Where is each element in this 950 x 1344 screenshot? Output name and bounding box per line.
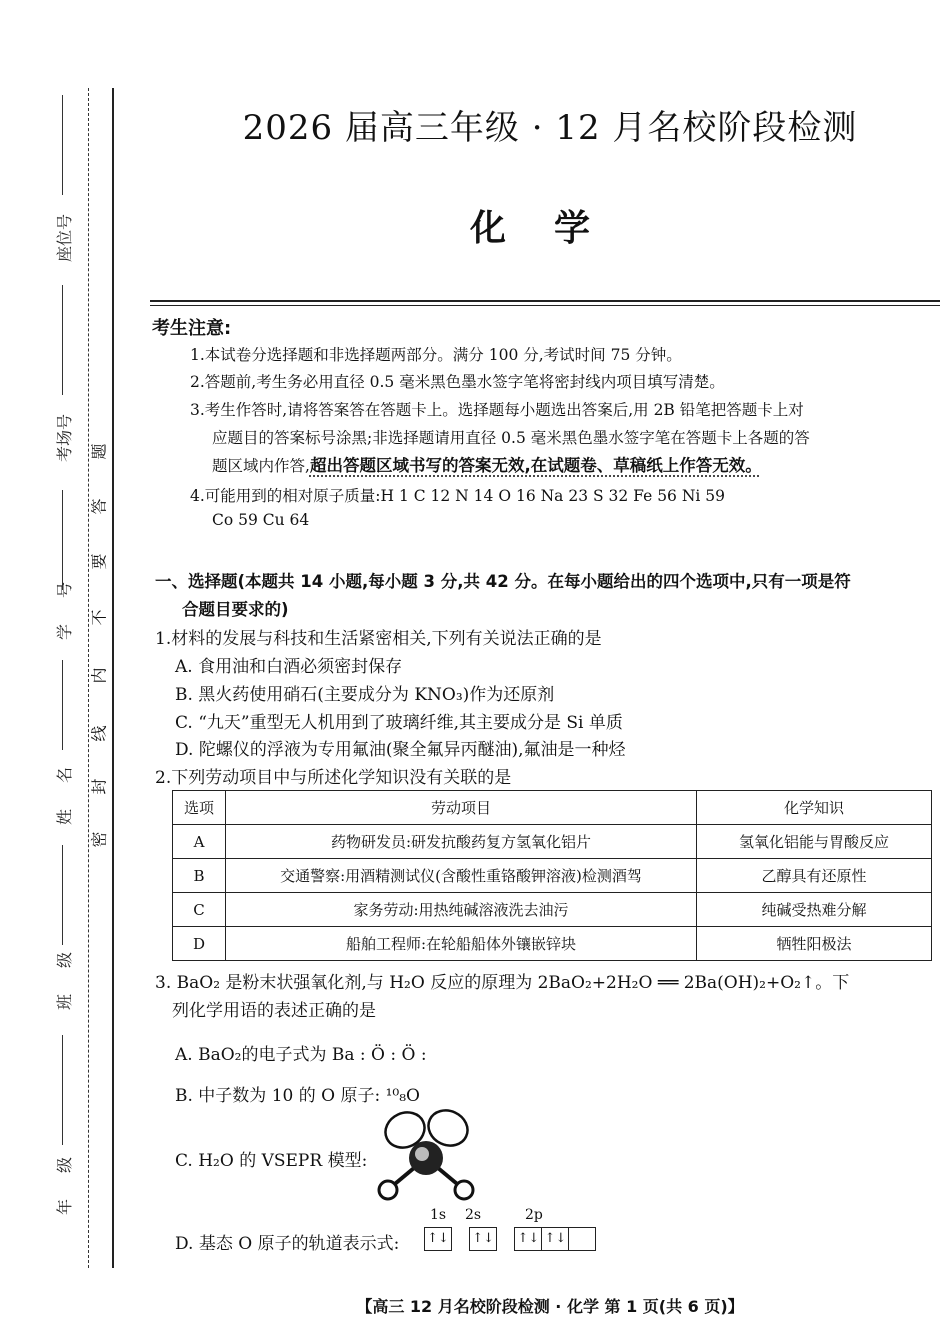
hydrogen-atom (455, 1181, 473, 1199)
seal-char: 题 (89, 443, 109, 460)
notice-heading: 考生注意: (152, 318, 232, 339)
grade-label: 年级 (55, 1130, 74, 1215)
table-cell: 乙醇具有还原性 (697, 859, 932, 893)
orbital-label: 2p (525, 1207, 543, 1223)
orbital-box (569, 1227, 596, 1251)
seat-label: 座位号 (55, 213, 74, 262)
notice-item: 3.考生作答时,请将答案答在答题卡上。选择题每小题选出答案后,用 2B 铅笔把答题卡上对 (190, 401, 804, 419)
name-label: 姓名 (55, 740, 74, 825)
margin-line (62, 95, 63, 195)
option-a: A. BaO₂的电子式为 Ba : Ö : Ö : (175, 1045, 427, 1065)
section-heading: 一、选择题(本题共 14 小题,每小题 3 分,共 42 分。在每小题给出的四个选项中,只有一项是符 (155, 572, 851, 591)
table-row (173, 825, 932, 859)
question-stem: 1.材料的发展与科技和生活紧密相关,下列有关说法正确的是 (155, 629, 602, 649)
orbital-label: 1s (430, 1207, 447, 1223)
table-cell: 船舶工程师:在轮船船体外镶嵌锌块 (226, 927, 697, 961)
option-d: D. 基态 O 原子的轨道表示式: (175, 1234, 400, 1254)
option-a: A. 食用油和白酒必须密封保存 (175, 657, 403, 677)
seal-char: 要 (89, 553, 109, 570)
table-cell: B (173, 859, 226, 893)
table-cell: D (173, 927, 226, 961)
seal-char: 密 (89, 831, 109, 848)
table-header-row (173, 791, 932, 825)
table-header: 劳动项目 (226, 791, 697, 825)
notice-item: 应题目的答案标号涂黑;非选择题请用直径 0.5 毫米黑色墨水签字笔在答题卡上各题的答 (212, 429, 810, 447)
seal-char: 封 (89, 778, 109, 795)
table-header: 选项 (173, 791, 226, 825)
vsepr-model-figure (370, 1108, 490, 1208)
table-row (173, 859, 932, 893)
question-stem: 2.下列劳动项目中与所述化学知识没有关联的是 (155, 768, 512, 788)
notice-item: 2.答题前,考生务必用直径 0.5 毫米黑色墨水签字笔将密封线内项目填写清楚。 (190, 373, 725, 391)
notice-emphasis: 超出答题区域书写的答案无效,在试题卷、草稿纸上作答无效。 (309, 456, 762, 475)
seal-char: 不 (89, 609, 109, 626)
notice-item: Co 59 Cu 64 (212, 511, 310, 529)
orbital-diagram (424, 1227, 596, 1251)
option-b: B. 黑火药使用硝石(主要成分为 KNO₃)作为还原剂 (175, 685, 555, 705)
exam-room-label: 考场号 (55, 413, 74, 462)
table-cell: C (173, 893, 226, 927)
exam-title: 2026 届高三年级 · 12 月名校阶段检测 (242, 108, 858, 148)
table-cell: A (173, 825, 226, 859)
orbital-box: ↑↓ (514, 1227, 542, 1251)
option-d: D. 陀螺仪的浮液为专用氟油(聚全氟异丙醚油),氟油是一种烃 (175, 740, 626, 760)
atom-highlight (415, 1147, 429, 1161)
question-stem: 3. BaO₂ 是粉末状强氧化剂,与 H₂O 反应的原理为 2BaO₂+2H₂O ══ 2Ba(OH)₂+O₂↑。下 (155, 973, 850, 993)
notice-item (212, 452, 762, 476)
option-c: C. “九天”重型无人机用到了玻璃纤维,其主要成分是 Si 单质 (175, 713, 623, 733)
class-label: 班级 (55, 925, 74, 1010)
seal-solid-line (112, 88, 114, 1268)
table-cell: 交通警察:用酒精测试仪(含酸性重铬酸钾溶液)检测酒驾 (226, 859, 697, 893)
table-cell: 家务劳动:用热纯碱溶液洗去油污 (226, 893, 697, 927)
seal-char: 线 (89, 725, 109, 742)
table-cell: 氢氧化铝能与胃酸反应 (697, 825, 932, 859)
section-heading: 合题目要求的) (182, 600, 289, 619)
table-row (173, 893, 932, 927)
seal-char: 内 (89, 667, 109, 684)
orbital-box: ↑↓ (424, 1227, 452, 1251)
option-b: B. 中子数为 10 的 O 原子: ¹⁰₈O (175, 1086, 420, 1106)
margin-line (62, 660, 63, 750)
hydrogen-atom (379, 1181, 397, 1199)
orbital-label: 2s (465, 1207, 482, 1223)
notice-item: 1.本试卷分选择题和非选择题两部分。满分 100 分,考试时间 75 分钟。 (190, 346, 682, 364)
orbital-box: ↑↓ (542, 1227, 569, 1251)
labor-table (172, 790, 932, 961)
student-id-label: 学号 (55, 555, 74, 640)
header-rule (150, 300, 940, 306)
table-row (173, 927, 932, 961)
table-header: 化学知识 (697, 791, 932, 825)
table-cell: 牺牲阳极法 (697, 927, 932, 961)
table-cell: 药物研发员:研发抗酸药复方氢氧化铝片 (226, 825, 697, 859)
option-c: C. H₂O 的 VSEPR 模型: (175, 1151, 368, 1171)
table-cell: 纯碱受热难分解 (697, 893, 932, 927)
question-stem: 列化学用语的表述正确的是 (172, 1001, 376, 1021)
margin-line (62, 285, 63, 395)
subject-title: 化学 (470, 208, 639, 249)
orbital-box: ↑↓ (469, 1227, 497, 1251)
notice-item-text: 题区域内作答, (212, 457, 310, 475)
margin-line (62, 1035, 63, 1145)
notice-item: 4.可能用到的相对原子质量:H 1 C 12 N 14 O 16 Na 23 S 32 Fe 56 Ni 59 (190, 487, 726, 505)
page-footer: 【高三 12 月名校阶段检测 · 化学 第 1 页(共 6 页)】 (356, 1297, 744, 1316)
seal-char: 答 (89, 498, 109, 515)
